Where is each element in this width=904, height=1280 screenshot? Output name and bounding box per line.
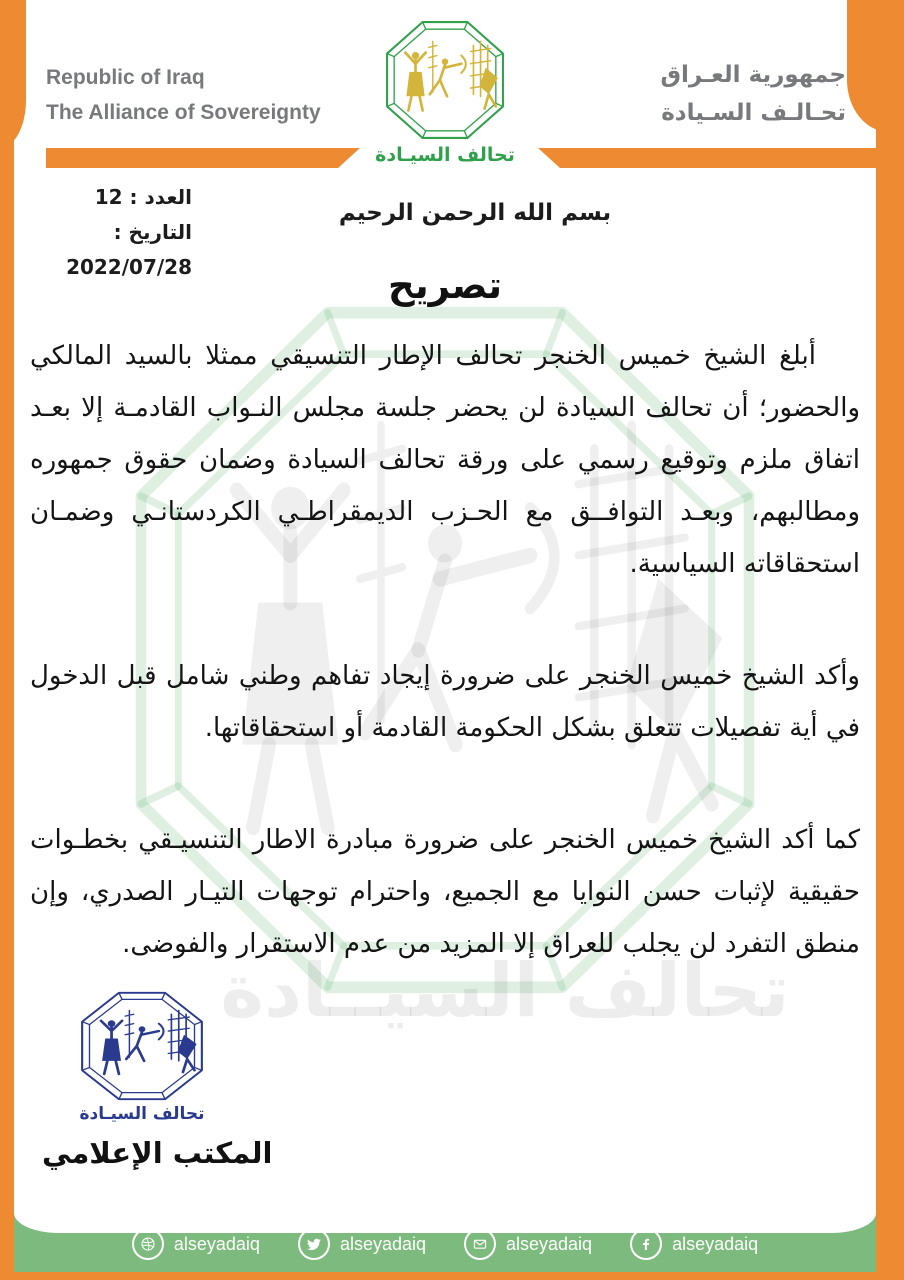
social-link-email[interactable]	[464, 1228, 592, 1260]
statement-body	[30, 330, 860, 1030]
social-handle[interactable]: alseyadaiq	[339, 1233, 426, 1254]
header-arabic-line1: جمهورية العـراق	[660, 62, 846, 88]
paragraph-2: وأكد الشيخ خميس الخنجر على ضرورة إيجاد تفاهم وطني شامل قبل الدخول في أية تفصيلات تتعلق بشكل الحكومة القادمة أو استحقاقاتها.	[30, 661, 860, 743]
social-handle[interactable]: alseyadaiq	[173, 1233, 260, 1254]
signoff-emblem-icon	[42, 990, 242, 1102]
basmala: بسم الله الرحمن الرحيم	[338, 200, 612, 226]
social-link-facebook[interactable]	[630, 1228, 758, 1260]
dribbble-icon	[132, 1228, 164, 1260]
twitter-icon	[298, 1228, 330, 1260]
email-icon	[464, 1228, 496, 1260]
header-arabic-line2: تحـالـف السـيادة	[661, 100, 846, 126]
header-english-line2: The Alliance of Sovereignty	[46, 101, 321, 124]
media-office-signature: المكتب الإعلامي	[42, 1136, 273, 1170]
org-logo	[370, 18, 520, 166]
social-handle[interactable]: alseyadaiq	[672, 1233, 759, 1254]
social-handle[interactable]: alseyadaiq	[506, 1233, 593, 1254]
org-logo-caption: تحالف السيـادة	[375, 144, 515, 166]
issue-date: التاريخ : 2022/07/28	[66, 220, 192, 279]
header-english-line1: Republic of Iraq	[46, 66, 205, 89]
social-link-twitter[interactable]	[298, 1228, 426, 1260]
footer-social-row	[14, 1226, 876, 1262]
signoff-logo-caption: تحالف السيـادة	[79, 1104, 205, 1124]
header-rule-left	[46, 148, 360, 168]
letter-card	[14, 0, 876, 1233]
header-english	[46, 60, 321, 130]
signoff-block	[42, 990, 273, 1170]
org-emblem-icon	[370, 18, 520, 142]
social-link-dribbble[interactable]	[132, 1228, 260, 1260]
facebook-icon	[630, 1228, 662, 1260]
paragraph-3: كما أكد الشيخ خميس الخنجر على ضرورة مبادرة الاطار التنسيـقي بخطـوات حقيقية لإثبات حسن النوايا مع الجميع، واحترام توجهات التيـار الصدري، وإن منطق التفرد لن يجلب للعراق إلا المزيد من عدم الاستقرار والفوضى.	[30, 825, 860, 959]
issue-number: العدد : 12	[94, 185, 192, 209]
header-arabic	[660, 56, 846, 132]
paragraph-1: أبلغ الشيخ خميس الخنجر تحالف الإطار التنسيقي ممثلا بالسيد المالكي والحضور؛ أن تحالف السيادة لن يحضر جلسة مجلس النـواب القادمـة إلا بعـد اتفاق ملزم وتوقيع رسمي على ورقة تحالف السيادة وضمان حقوق جمهوره ومطالبهم، وبعـد التوافــق مع الحـزب الديمقراطـي الكردستانـي وضمـان استحقاقاته السياسية.	[30, 341, 860, 579]
header-rule-right	[538, 148, 876, 168]
page-title: تصريح	[388, 264, 502, 307]
watermark-text: تحالف السيــادة	[220, 948, 790, 1034]
frame-corner-right	[847, 0, 904, 132]
